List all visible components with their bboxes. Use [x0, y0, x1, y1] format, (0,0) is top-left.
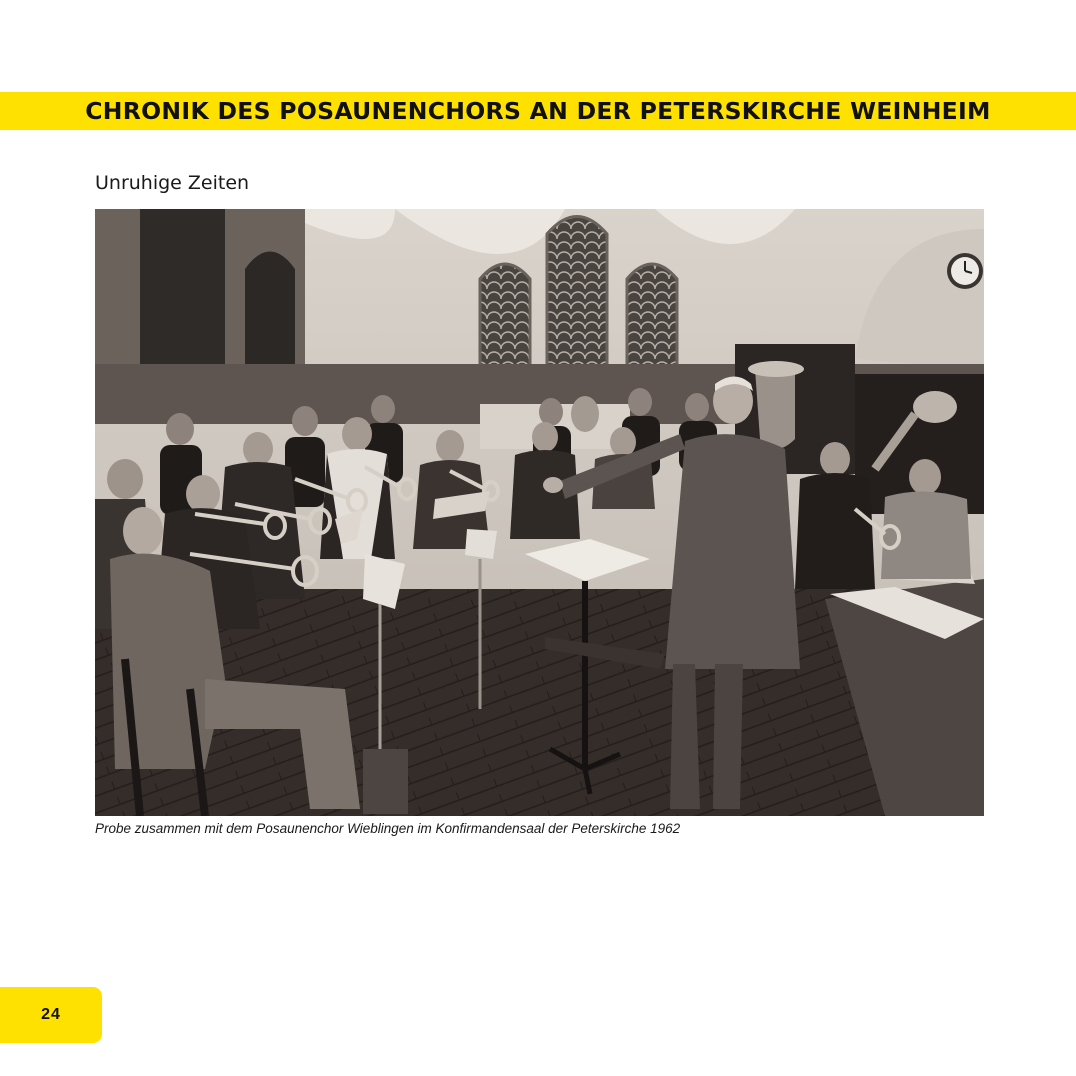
clock-icon [947, 253, 983, 289]
page-number: 24 [41, 1006, 61, 1023]
page-title: CHRONIK DES POSAUNENCHORS AN DER PETERSKIRCHE WEINHEIM [85, 97, 991, 125]
page-number-tab [0, 987, 102, 1043]
header-bar [0, 92, 1076, 130]
section-heading: Unruhige Zeiten [95, 172, 250, 194]
rehearsal-photo [95, 209, 984, 816]
photo-caption: Probe zusammen mit dem Posaunenchor Wieblingen im Konfirmandensaal der Peterskirche 1962 [95, 821, 681, 836]
